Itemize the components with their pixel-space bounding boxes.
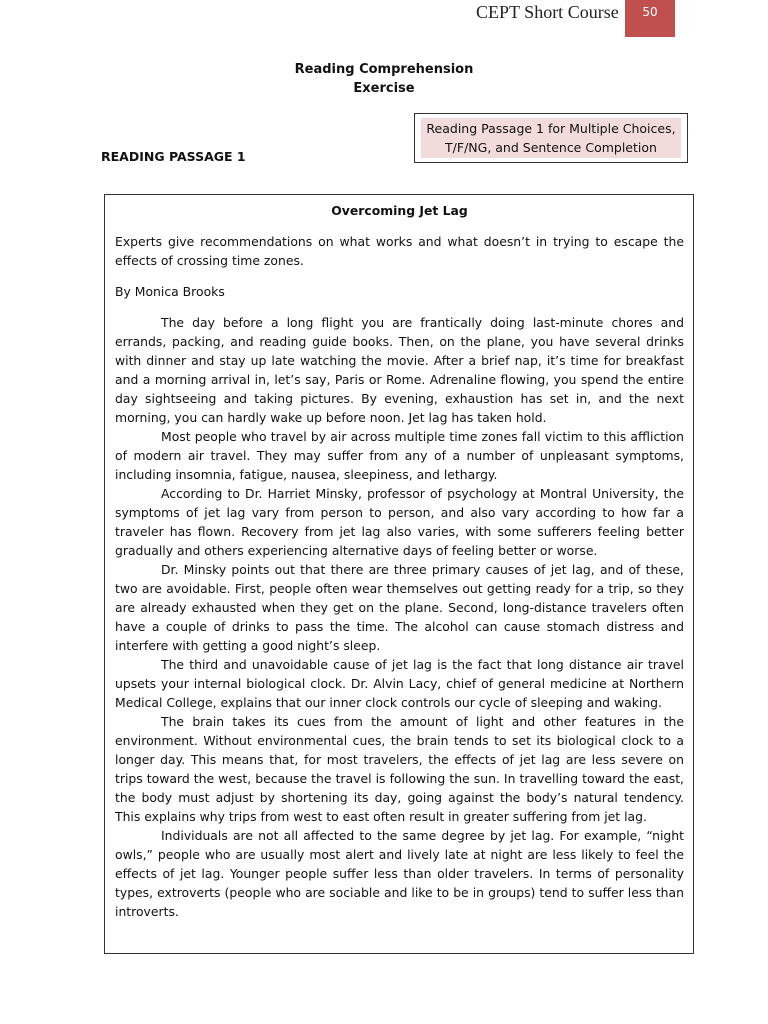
passage-type-line2: T/F/NG, and Sentence Completion (445, 140, 657, 155)
article-byline: By Monica Brooks (115, 284, 225, 299)
article-box (104, 194, 694, 954)
article-paragraph: Most people who travel by air across multiple time zones fall victim to this affliction of modern air travel. They may suffer from any of a number of unpleasant symptoms, including insomnia, fatigue, nausea, sleepiness, and lethargy. (115, 429, 684, 482)
passage-heading: READING PASSAGE 1 (101, 149, 246, 164)
article-title: Overcoming Jet Lag (331, 203, 468, 218)
passage-type-label (421, 118, 681, 158)
document-title-line1: Reading Comprehension (294, 62, 474, 77)
article-paragraph: According to Dr. Harriet Minsky, professor of psychology at Montral University, the symptoms of jet lag vary from person to person, and also vary according to how far a traveler has flown. Recovery from jet lag also varies, with some sufferers feeling better gradually and others experiencing alternative days of feeling better or worse. (115, 486, 684, 558)
article-intro: Experts give recommendations on what works and what doesn’t in trying to escape the effects of crossing time zones. (115, 234, 684, 268)
article-paragraph: Individuals are not all affected to the same degree by jet lag. For example, “night owls,” people who are usually most alert and lively late at night are less likely to feel the effects of jet lag. Younger people suffer less than older travelers. In terms of personality types, extroverts (people who are sociable and like to be in groups) tend to suffer less than introverts. (115, 828, 684, 919)
article-paragraph: Dr. Minsky points out that there are three primary causes of jet lag, and of these, two are avoidable. First, people often wear themselves out getting ready for a trip, so they are already exhausted when they get on the plane. Second, long-distance travelers often have a couple of drinks to pass the time. The alcohol can cause stomach distress and interfere with getting a good night’s sleep. (115, 562, 684, 653)
article-paragraph: The third and unavoidable cause of jet lag is the fact that long distance air travel upsets your internal biological clock. Dr. Alvin Lacy, chief of general medicine at Northern Medical College, explains that our inner clock controls our cycle of sleeping and waking. (115, 657, 684, 710)
document-title (0, 60, 768, 98)
course-title: CEPT Short Course (476, 2, 619, 22)
page-number-badge: 50 (625, 0, 675, 37)
article-paragraph: The day before a long flight you are frantically doing last-minute chores and errands, packing, and reading guide books. Then, on the plane, you have several drinks with dinner and stay up late watching the movie. After a brief nap, it’s time for breakfast and a morning arrival in, let’s say, Paris or Rome. Adrenaline flowing, you spend the entire day sightseeing and taking pictures. By evening, exhaustion has set in, and the next morning, you can hardly wake up before noon. Jet lag has taken hold. (115, 315, 684, 425)
document-title-line2: Exercise (353, 81, 415, 96)
article-paragraph: The brain takes its cues from the amount of light and other features in the environment. Without environmental cues, the brain tends to set its biological clock to a longer day. This means that, for most travelers, the effects of jet lag are less severe on trips toward the west, because the travel is following the sun. In travelling toward the east, the body must adjust by shortening its day, going against the body’s natural tendency. This explains why trips from west to east often result in greater suffering from jet lag. (115, 714, 684, 824)
passage-type-line1: Reading Passage 1 for Multiple Choices, (426, 121, 676, 136)
passage-type-box (414, 113, 688, 163)
